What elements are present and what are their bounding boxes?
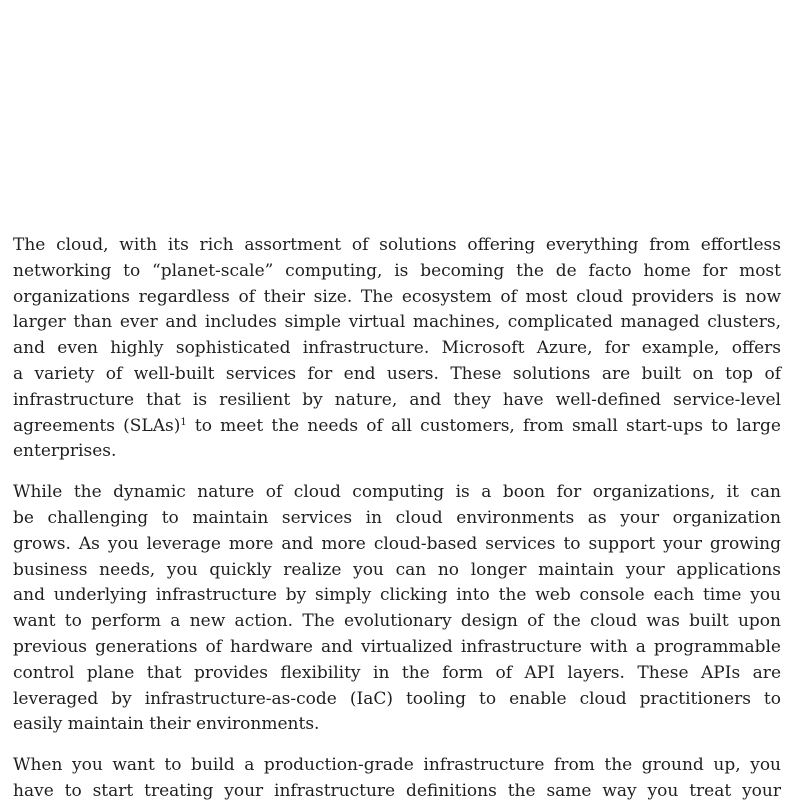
- text-line: easily maintain their environments.: [13, 714, 320, 735]
- text-line: business needs, you quickly realize you can no longer maintain your applications: [13, 559, 781, 580]
- body-text: [13, 233, 781, 800]
- text-line-with-footnote: [13, 414, 781, 440]
- text-line: infrastructure that is resilient by nature, and they have well-defined service-level: [13, 389, 781, 410]
- text-segment: agreements (SLAs): [13, 415, 181, 436]
- text-line: The cloud, with its rich assortment of solutions offering everything from effortless: [13, 235, 781, 255]
- text-line: larger than ever and includes simple virtual machines, complicated managed clusters,: [13, 312, 781, 333]
- paragraph-3: [13, 753, 781, 800]
- text-line: grows. As you leverage more and more cloud-based services to support your growing: [13, 533, 781, 554]
- text-line: be challenging to maintain services in cloud environments as your organization: [13, 507, 781, 528]
- text-line: and even highly sophisticated infrastructure. Microsoft Azure, for example, offers: [13, 338, 781, 359]
- text-line: and underlying infrastructure by simply clicking into the web console each time you: [13, 585, 781, 606]
- text-line: enterprises.: [13, 441, 117, 462]
- footnote-marker[interactable]: 1: [180, 416, 187, 428]
- paragraph-1: [13, 233, 781, 465]
- text-line: previous generations of hardware and virtualized infrastructure with a programmable: [13, 636, 781, 657]
- text-line: a variety of well-built services for end users. These solutions are built on top of: [13, 363, 781, 384]
- paragraph-2: [13, 480, 781, 738]
- text-line: have to start treating your infrastructure definitions the same way you treat your: [13, 780, 781, 800]
- text-line: When you want to build a production-grade infrastructure from the ground up, you: [13, 755, 781, 776]
- text-segment: to meet the needs of all customers, from small start-ups to large: [186, 415, 781, 436]
- text-line: While the dynamic nature of cloud computing is a boon for organizations, it can: [13, 482, 781, 503]
- text-line: networking to “planet-scale” computing, is becoming the de facto home for most: [13, 260, 781, 281]
- text-line: want to perform a new action. The evolutionary design of the cloud was built upon: [13, 611, 781, 632]
- text-line: control plane that provides flexibility in the form of API layers. These APIs are: [13, 662, 781, 683]
- text-line: organizations regardless of their size. The ecosystem of most cloud providers is now: [13, 286, 781, 307]
- text-line: leveraged by infrastructure-as-code (IaC) tooling to enable cloud practitioners to: [13, 688, 781, 709]
